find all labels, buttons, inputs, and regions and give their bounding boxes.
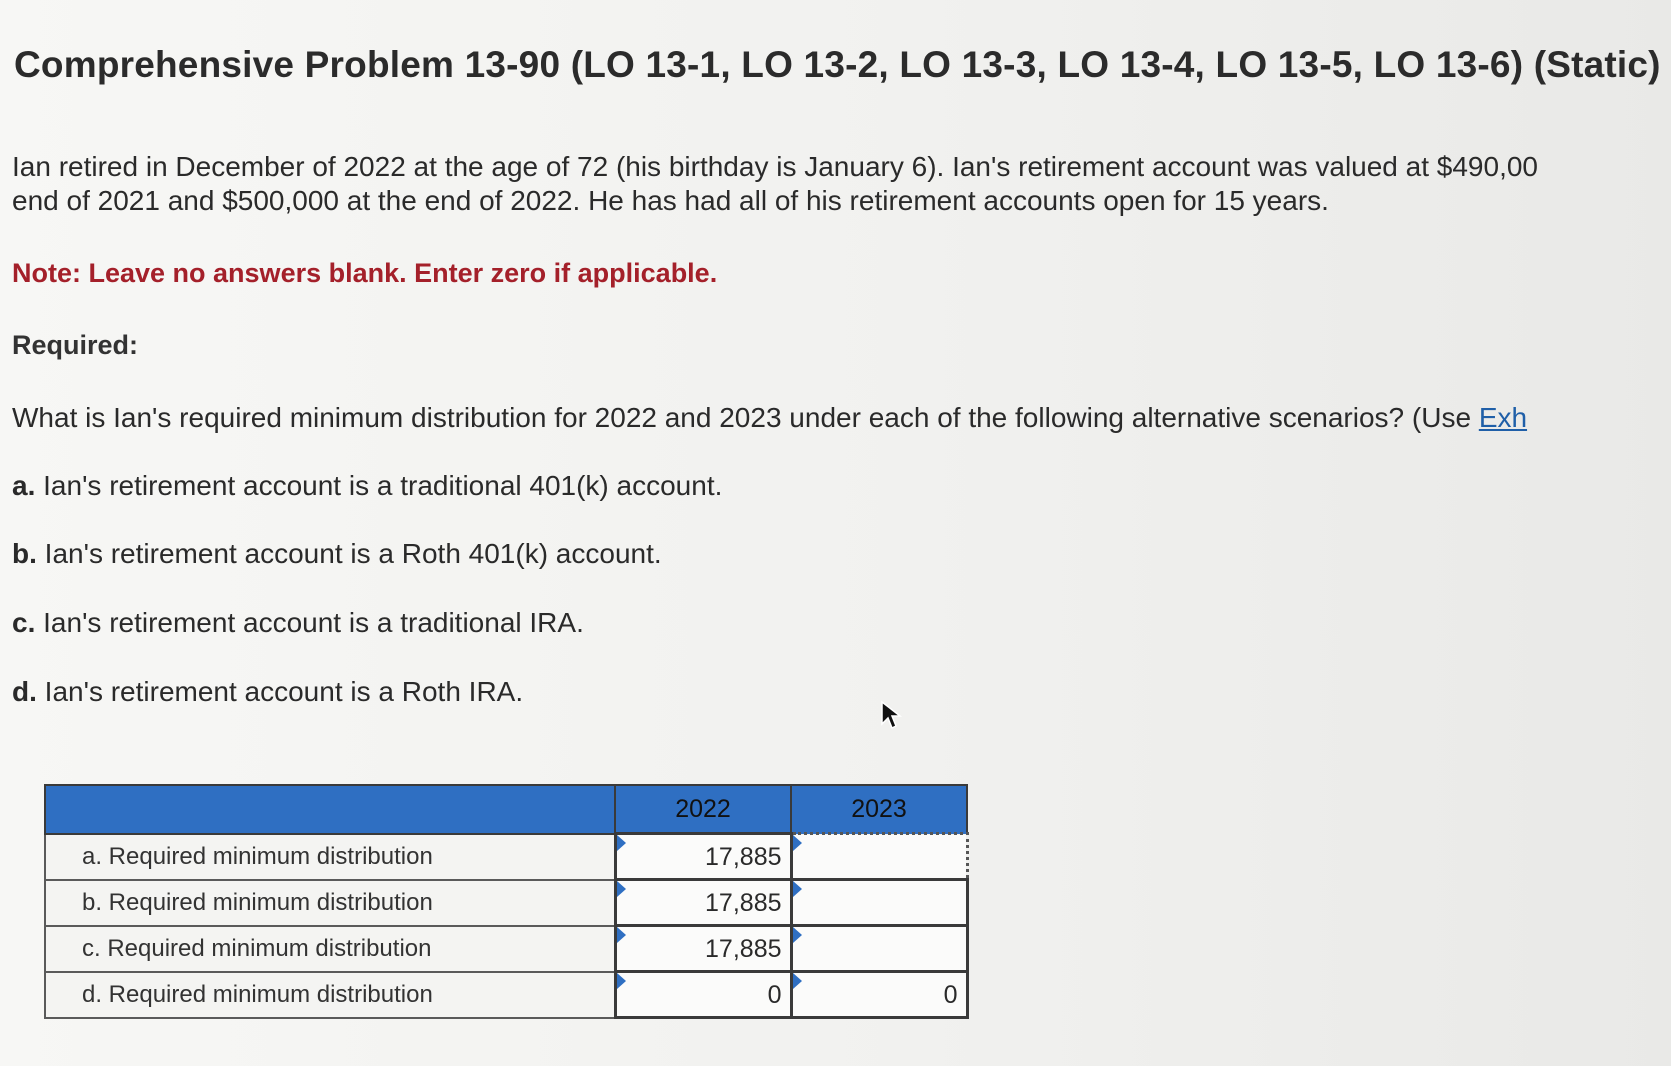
cell-value: 17,885 xyxy=(705,934,782,963)
required-heading: Required: xyxy=(12,330,139,360)
table-row xyxy=(45,972,967,1018)
scenario-letter: c. xyxy=(12,607,36,638)
table-header-row xyxy=(45,785,967,834)
scenario-b xyxy=(12,538,662,570)
row-label: d. Required minimum distribution xyxy=(45,972,615,1018)
table-row xyxy=(45,926,967,972)
intro-line-1: Ian retired in December of 2022 at the age of 72 (his birthday is January 6). Ian's retirement account was valued at $490,00 xyxy=(12,151,1538,182)
scenario-text: Ian's retirement account is a traditional IRA. xyxy=(43,607,584,638)
scenario-d xyxy=(12,676,523,708)
row-label: a. Required minimum distribution xyxy=(45,834,615,880)
exhibit-link[interactable]: Exh xyxy=(1478,402,1528,433)
input-2023-c[interactable] xyxy=(791,926,967,972)
cell-value: 0 xyxy=(767,980,782,1009)
cell-value: 17,885 xyxy=(705,842,782,871)
cell-marker-icon xyxy=(617,881,626,897)
scenario-text: Ian's retirement account is a traditional 401(k) account. xyxy=(43,470,723,501)
cell-marker-icon xyxy=(793,881,802,897)
table-header-2022: 2022 xyxy=(615,785,791,834)
input-2022-c[interactable] xyxy=(615,926,791,972)
cell-value: 17,885 xyxy=(705,888,782,917)
cell-value: 0 xyxy=(943,980,958,1009)
scenario-c xyxy=(12,607,584,639)
scenario-text: Ian's retirement account is a Roth IRA. xyxy=(44,676,524,707)
table-row xyxy=(45,880,967,926)
cell-marker-icon xyxy=(617,835,626,851)
input-2023-d[interactable] xyxy=(791,972,967,1018)
problem-intro xyxy=(12,150,1671,218)
scenario-a xyxy=(12,470,722,502)
mouse-cursor-icon xyxy=(880,700,902,730)
scenario-letter: d. xyxy=(12,676,37,707)
cell-marker-icon xyxy=(793,927,802,943)
problem-title: Comprehensive Problem 13-90 (LO 13-1, LO 13-2, LO 13-3, LO 13-4, LO 13-5, LO 13-6) (Static) xyxy=(14,44,1661,85)
note-text: Note: Leave no answers blank. Enter zero if applicable. xyxy=(12,258,718,288)
input-2022-a[interactable] xyxy=(615,834,791,880)
question-body: What is Ian's required minimum distribution for 2022 and 2023 under each of the following alternative scenarios? (Use xyxy=(12,402,1479,433)
scenario-text: Ian's retirement account is a Roth 401(k) account. xyxy=(44,538,662,569)
table-header-2023: 2023 xyxy=(791,785,967,834)
row-label: c. Required minimum distribution xyxy=(45,926,615,972)
answer-table xyxy=(44,784,969,1019)
row-label: b. Required minimum distribution xyxy=(45,880,615,926)
input-2022-b[interactable] xyxy=(615,880,791,926)
input-2022-d[interactable] xyxy=(615,972,791,1018)
intro-line-2: end of 2021 and $500,000 at the end of 2022. He has had all of his retirement accounts open for 15 years. xyxy=(12,185,1329,216)
cell-marker-icon xyxy=(617,927,626,943)
input-2023-b[interactable] xyxy=(791,880,967,926)
cell-marker-icon xyxy=(793,835,802,851)
scenario-letter: b. xyxy=(12,538,37,569)
table-row xyxy=(45,834,967,880)
table-header-blank xyxy=(45,785,615,834)
cell-marker-icon xyxy=(793,973,802,989)
input-2023-a[interactable] xyxy=(791,834,967,880)
question-text xyxy=(12,402,1671,434)
scenario-letter: a. xyxy=(12,470,36,501)
cell-marker-icon xyxy=(617,973,626,989)
